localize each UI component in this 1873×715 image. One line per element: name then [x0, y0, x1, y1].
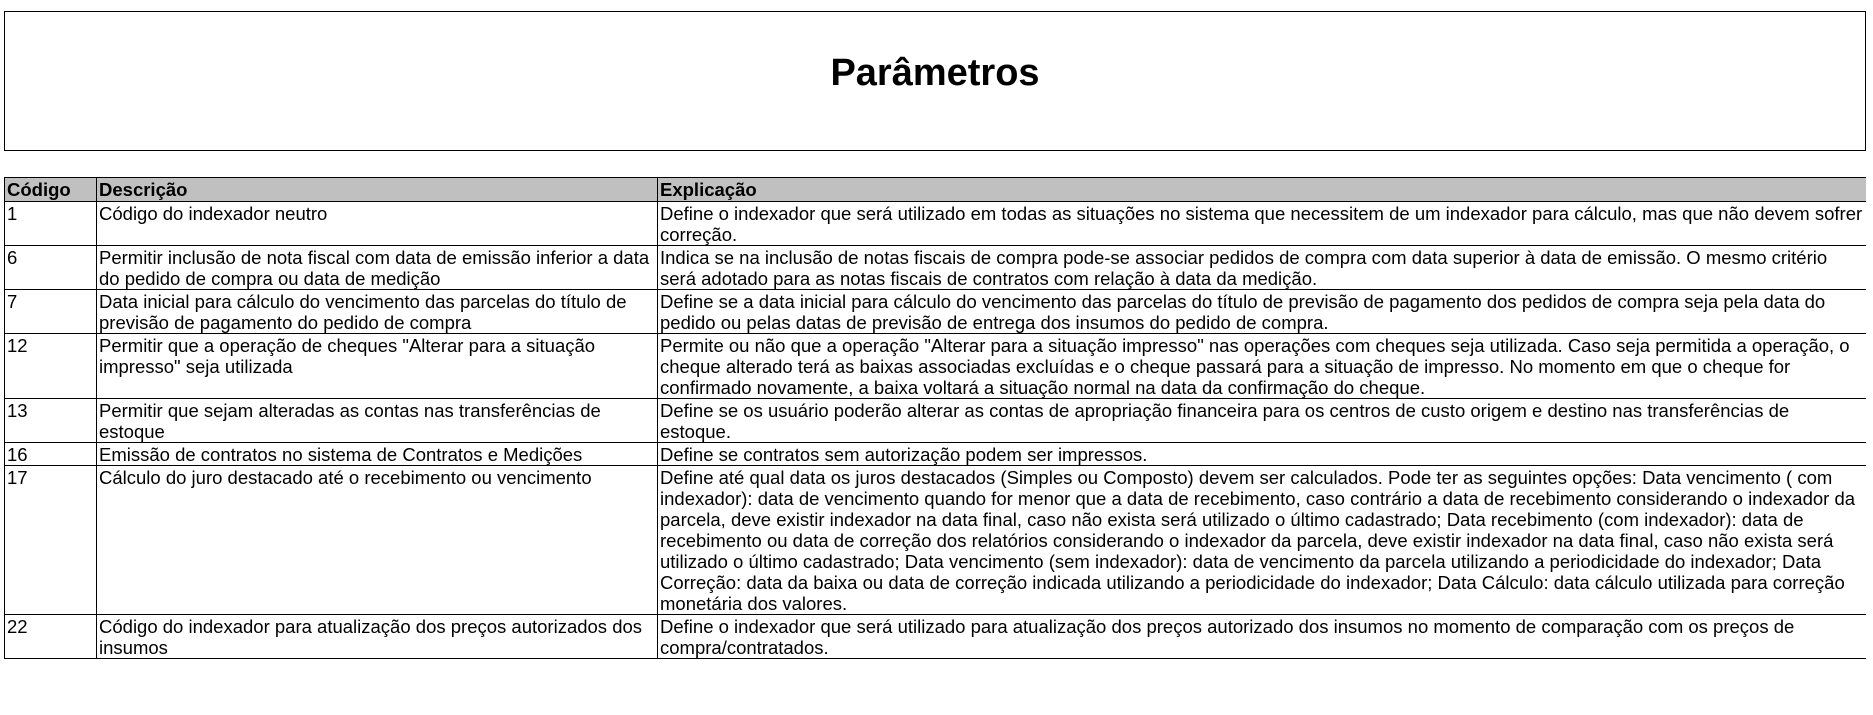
cell-explanation: Permite ou não que a operação "Alterar para a situação impresso" nas operações com cheques seja utilizada. Caso seja permitida a operação, o cheque alterado terá as baixas associadas excluídas e o cheque passará para a situação de impresso. No momento em que o cheque for confirmado novamente, a baixa voltará a situação normal na data da confirmação do cheque.	[658, 334, 1867, 399]
table-row	[5, 202, 1867, 246]
cell-description: Data inicial para cálculo do vencimento das parcelas do título de previsão de pagamento do pedido de compra	[97, 290, 658, 334]
table-row	[5, 466, 1867, 615]
cell-description: Código do indexador neutro	[97, 202, 658, 246]
cell-code: 1	[5, 202, 97, 246]
cell-code: 13	[5, 399, 97, 443]
cell-code: 6	[5, 246, 97, 290]
cell-description: Permitir que a operação de cheques "Alterar para a situação impresso" seja utilizada	[97, 334, 658, 399]
parameters-table-container	[4, 177, 1866, 715]
cell-explanation: Define se contratos sem autorização podem ser impressos.	[658, 443, 1867, 466]
column-header-description: Descrição	[97, 178, 658, 202]
cell-description: Emissão de contratos no sistema de Contratos e Medições	[97, 443, 658, 466]
cell-explanation: Define até qual data os juros destacados (Simples ou Composto) devem ser calculados. Pode ter as seguintes opções: Data vencimento ( com indexador): data de vencimento quando for menor que a data de recebimento, caso contrário a data de recebimento considerando o indexador da parcela, deve existir indexador na data final, caso não exista será utilizado o último cadastrado; Data recebimento (com indexador): data de recebimento ou data de correção dos relatórios considerando o indexador da parcela, deve existir indexador na data final, caso não exista será utilizado o último cadastrado; Data vencimento (sem indexador): data de vencimento da parcela utilizando a periodicidade do indexador; Data Correção: data da baixa ou data de correção indicada utilizando a periodicidade do indexador; Data Cálculo: data cálculo utilizada para correção monetária dos valores.	[658, 466, 1867, 615]
table-row	[5, 443, 1867, 466]
cell-code: 22	[5, 615, 97, 659]
cell-explanation: Define o indexador que será utilizado para atualização dos preços autorizado dos insumos no momento de comparação com os preços de compra/contratados.	[658, 615, 1867, 659]
table-row	[5, 399, 1867, 443]
cell-code: 17	[5, 466, 97, 615]
cell-code: 7	[5, 290, 97, 334]
cell-code: 12	[5, 334, 97, 399]
cell-explanation: Define se a data inicial para cálculo do vencimento das parcelas do título de previsão de pagamento dos pedidos de compra seja pela data do pedido ou pelas datas de previsão de entrega dos insumos do pedido de compra.	[658, 290, 1867, 334]
table-row	[5, 246, 1867, 290]
table-header-row	[5, 178, 1867, 202]
cell-explanation: Define se os usuário poderão alterar as contas de apropriação financeira para os centros de custo origem e destino nas transferências de estoque.	[658, 399, 1867, 443]
parameters-table	[4, 177, 1866, 659]
table-row	[5, 290, 1867, 334]
table-row	[5, 334, 1867, 399]
cell-description: Código do indexador para atualização dos preços autorizados dos insumos	[97, 615, 658, 659]
column-header-explanation: Explicação	[658, 178, 1867, 202]
column-header-code: Código	[5, 178, 97, 202]
cell-explanation: Indica se na inclusão de notas fiscais de compra pode-se associar pedidos de compra com data superior à data de emissão. O mesmo critério será adotado para as notas fiscais de contratos com relação à data da medição.	[658, 246, 1867, 290]
cell-description: Cálculo do juro destacado até o recebimento ou vencimento	[97, 466, 658, 615]
cell-description: Permitir inclusão de nota fiscal com data de emissão inferior a data do pedido de compra ou data de medição	[97, 246, 658, 290]
table-row	[5, 615, 1867, 659]
cell-description: Permitir que sejam alteradas as contas nas transferências de estoque	[97, 399, 658, 443]
title-box	[4, 11, 1866, 151]
page-title: Parâmetros	[830, 51, 1040, 94]
cell-explanation: Define o indexador que será utilizado em todas as situações no sistema que necessitem de um indexador para cálculo, mas que não devem sofrer correção.	[658, 202, 1867, 246]
cell-code: 16	[5, 443, 97, 466]
